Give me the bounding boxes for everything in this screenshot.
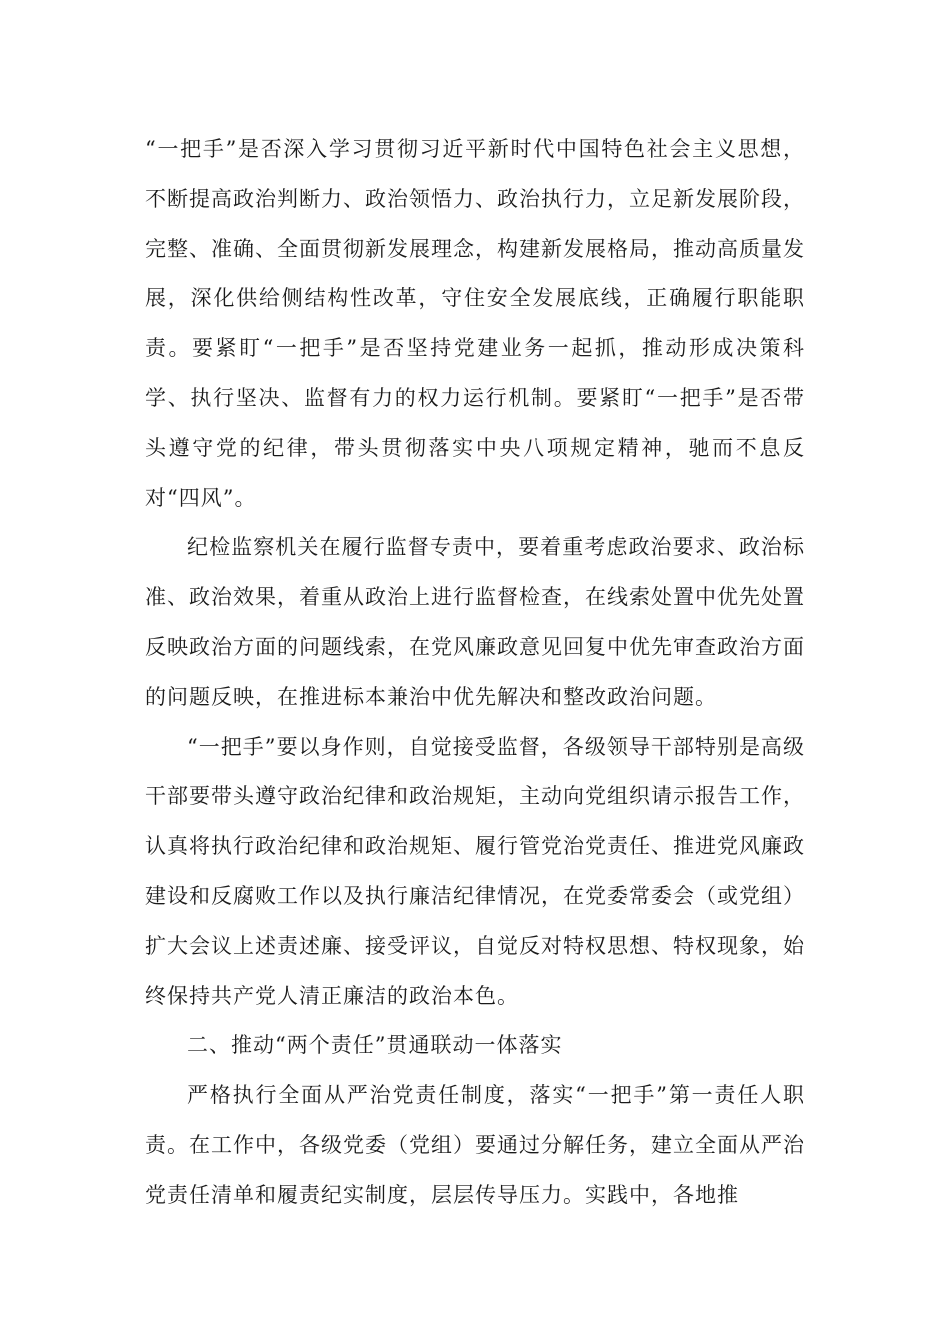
paragraph: 严格执行全面从严治党责任制度，落实“一把手”第一责任人职责。在工作中，各级党委（党组）要通过分解任务，建立全面从严治党责任清单和履责纪实制度，层层传导压力。实践中，各地推 <box>145 1083 805 1207</box>
section-heading: 二、推动“两个责任”贯通联动一体落实 <box>187 1033 563 1058</box>
paragraph: 纪检监察机关在履行监督专责中，要着重考虑政治要求、政治标准、政治效果，着重从政治上进行监督检查，在线索处置中优先处置反映政治方面的问题线索，在党风廉政意见回复中优先审查政治方面的问题反映，在推进标本兼治中优先解决和整改政治问题。 <box>145 535 805 709</box>
document-body <box>145 125 805 1221</box>
paragraph: “一把手”要以身作则，自觉接受监督，各级领导干部特别是高级干部要带头遵守政治纪律和政治规矩，主动向党组织请示报告工作，认真将执行政治纪律和政治规矩、履行管党治党责任、推进党风廉政建设和反腐败工作以及执行廉洁纪律情况，在党委常委会（或党组）扩大会议上述责述廉、接受评议，自觉反对特权思想、特权现象，始终保持共产党人清正廉洁的政治本色。 <box>145 734 805 1008</box>
paragraph-continued: “一把手”是否深入学习贯彻习近平新时代中国特色社会主义思想，不断提高政治判断力、政治领悟力、政治执行力，立足新发展阶段，完整、准确、全面贯彻新发展理念，构建新发展格局，推动高质量发展，深化供给侧结构性改革，守住安全发展底线，正确履行职能职责。要紧盯“一把手”是否坚持党建业务一起抓，推动形成决策科学、执行坚决、监督有力的权力运行机制。要紧盯“一把手”是否带头遵守党的纪律，带头贯彻落实中央八项规定精神，驰而不息反对“四风”。 <box>145 137 805 510</box>
